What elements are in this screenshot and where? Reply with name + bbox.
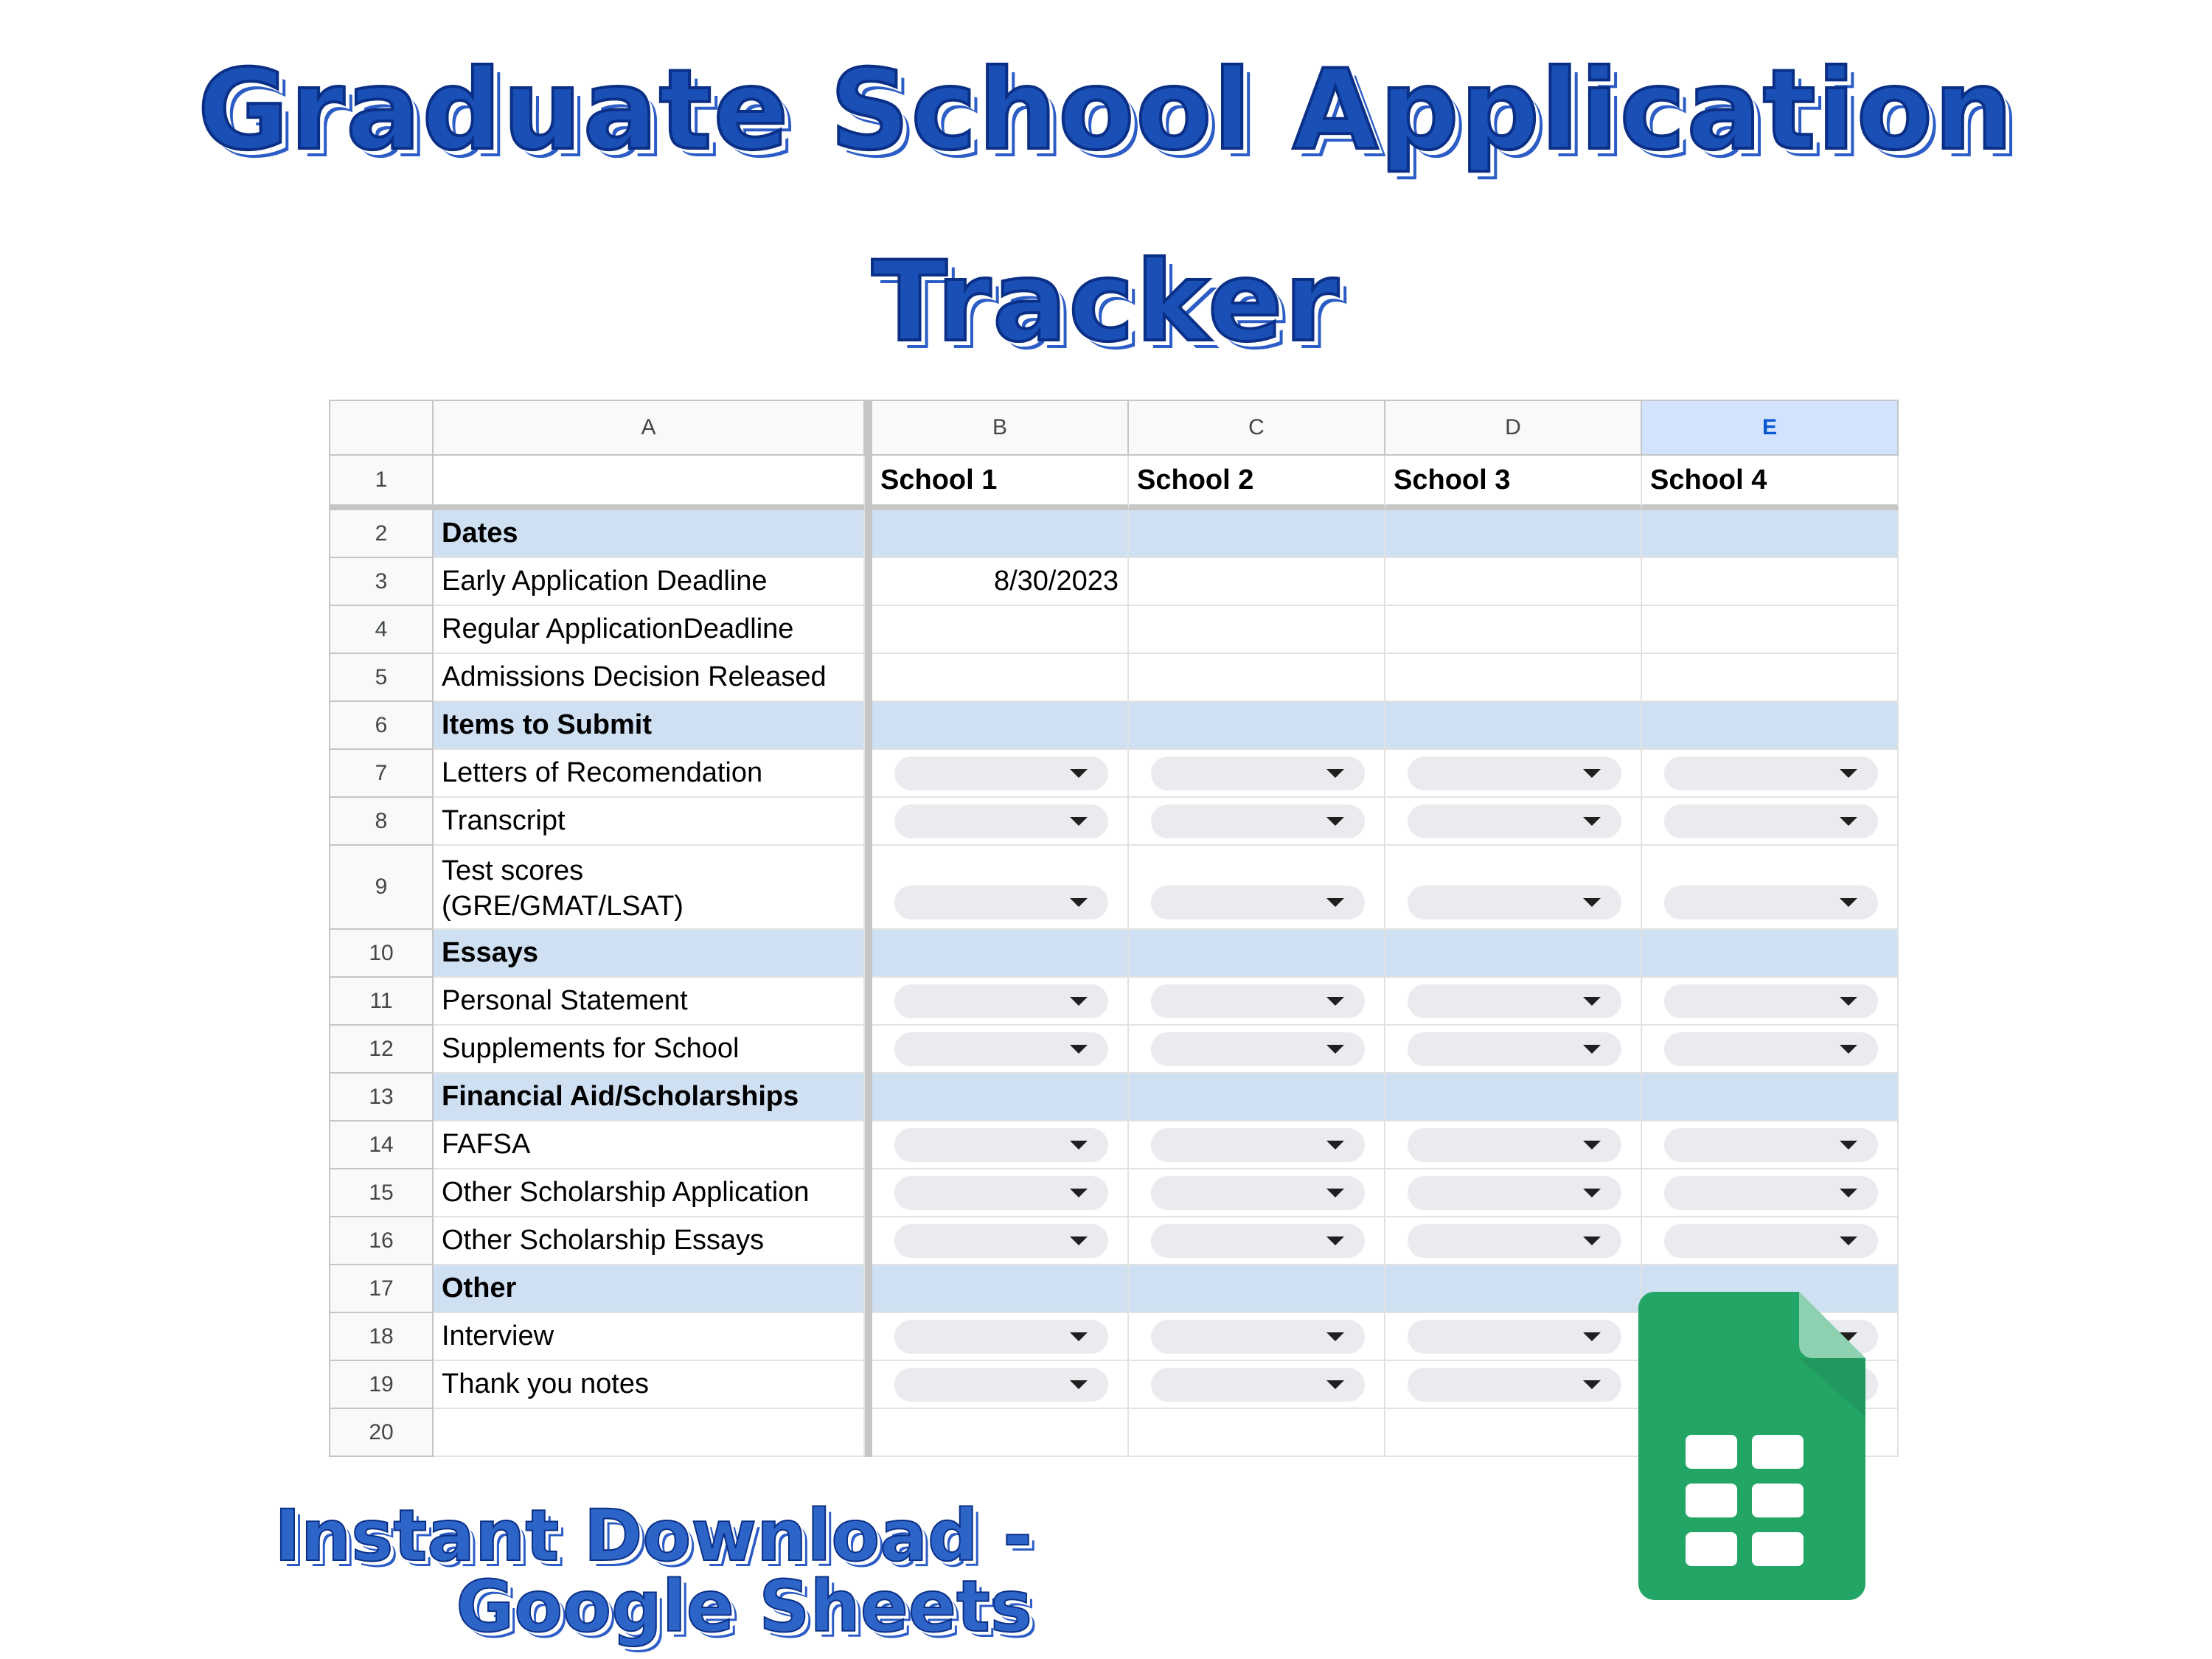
dropdown-cell[interactable] — [1129, 1217, 1385, 1265]
chevron-down-icon — [1326, 898, 1344, 907]
status-dropdown[interactable] — [1408, 804, 1621, 838]
value-cell[interactable] — [1385, 606, 1642, 654]
dropdown-cell[interactable] — [1129, 1026, 1385, 1074]
row-number[interactable]: 7 — [330, 750, 434, 798]
dropdown-cell[interactable] — [1385, 1121, 1642, 1169]
chevron-down-icon — [1326, 1045, 1344, 1054]
chevron-down-icon — [1583, 1237, 1601, 1245]
status-dropdown[interactable] — [1151, 1368, 1365, 1402]
value-cell[interactable] — [1642, 606, 1899, 654]
section-cell[interactable] — [1385, 1074, 1642, 1121]
section-cell[interactable] — [1385, 930, 1642, 978]
dropdown-cell[interactable] — [1642, 798, 1899, 846]
frozen-column-divider[interactable] — [865, 930, 872, 978]
row-number[interactable]: 12 — [330, 1026, 434, 1074]
status-dropdown[interactable] — [1151, 886, 1365, 919]
value-cell[interactable] — [1642, 558, 1899, 606]
chevron-down-icon — [1070, 817, 1088, 826]
frozen-column-divider[interactable] — [865, 1026, 872, 1074]
row-number[interactable]: 18 — [330, 1313, 434, 1361]
section-cell[interactable] — [1129, 930, 1385, 978]
row-number[interactable]: 17 — [330, 1265, 434, 1313]
row-number[interactable]: 20 — [330, 1409, 434, 1457]
frozen-column-divider[interactable] — [865, 401, 872, 456]
section-cell[interactable] — [1129, 1265, 1385, 1313]
status-dropdown[interactable] — [894, 1128, 1108, 1162]
chevron-down-icon — [1840, 898, 1857, 907]
chevron-down-icon — [1583, 1045, 1601, 1054]
status-dropdown[interactable] — [1151, 1032, 1365, 1066]
dropdown-cell[interactable] — [1385, 1169, 1642, 1217]
status-dropdown[interactable] — [1408, 1224, 1621, 1258]
row-label[interactable]: Personal Statement — [434, 978, 865, 1026]
chevron-down-icon — [1070, 1332, 1088, 1341]
section-cell[interactable] — [872, 510, 1129, 558]
row-label[interactable] — [434, 846, 865, 930]
frozen-column-divider[interactable] — [865, 1169, 872, 1217]
dropdown-cell[interactable] — [1129, 1361, 1385, 1409]
row-number[interactable]: 16 — [330, 1217, 434, 1265]
chevron-down-icon — [1326, 1380, 1344, 1389]
status-dropdown[interactable] — [894, 804, 1108, 838]
dropdown-cell[interactable] — [1385, 1217, 1642, 1265]
chevron-down-icon — [1840, 1141, 1857, 1150]
status-dropdown[interactable] — [894, 1224, 1108, 1258]
chevron-down-icon — [1070, 1189, 1088, 1197]
frozen-column-divider[interactable] — [865, 1217, 872, 1265]
section-heading[interactable]: Dates — [434, 510, 865, 558]
dropdown-cell[interactable] — [1129, 1313, 1385, 1361]
frozen-column-divider[interactable] — [865, 558, 872, 606]
chevron-down-icon — [1326, 1141, 1344, 1150]
status-dropdown[interactable] — [1408, 886, 1621, 919]
row-label[interactable]: FAFSA — [434, 1121, 865, 1169]
dropdown-cell[interactable] — [872, 1121, 1129, 1169]
column-header-d[interactable]: D — [1385, 401, 1642, 456]
row-number[interactable]: 4 — [330, 606, 434, 654]
chevron-down-icon — [1840, 817, 1857, 826]
status-dropdown[interactable] — [1408, 1032, 1621, 1066]
chevron-down-icon — [1840, 1045, 1857, 1054]
dropdown-cell[interactable] — [872, 978, 1129, 1026]
value-cell[interactable] — [1642, 654, 1899, 702]
dropdown-cell[interactable] — [1642, 750, 1899, 798]
dropdown-cell[interactable] — [1642, 1026, 1899, 1074]
chevron-down-icon — [1583, 817, 1601, 826]
column-header-e[interactable]: E — [1642, 401, 1899, 456]
chevron-down-icon — [1583, 997, 1601, 1006]
column-header-a[interactable]: A — [434, 401, 865, 456]
status-dropdown[interactable] — [1664, 1224, 1878, 1258]
status-dropdown[interactable] — [1151, 1320, 1365, 1354]
status-dropdown[interactable] — [894, 1032, 1108, 1066]
footer-caption: Instant Download - Google Sheets — [274, 1495, 1032, 1648]
column-header-c[interactable]: C — [1129, 401, 1385, 456]
row-number[interactable]: 15 — [330, 1169, 434, 1217]
row-label[interactable]: Early Application Deadline — [434, 558, 865, 606]
frozen-column-divider[interactable] — [865, 1313, 872, 1361]
status-dropdown[interactable] — [1664, 886, 1878, 919]
status-dropdown[interactable] — [894, 757, 1108, 790]
chevron-down-icon — [1583, 898, 1601, 907]
dropdown-cell[interactable] — [1385, 750, 1642, 798]
status-dropdown[interactable] — [1664, 804, 1878, 838]
row-label[interactable]: Regular ApplicationDeadline — [434, 606, 865, 654]
row-number[interactable]: 13 — [330, 1074, 434, 1121]
section-heading[interactable]: Essays — [434, 930, 865, 978]
value-cell[interactable] — [1385, 558, 1642, 606]
header-cell[interactable]: School 1 — [872, 456, 1129, 510]
section-cell[interactable] — [1129, 702, 1385, 750]
value-cell[interactable] — [872, 606, 1129, 654]
dropdown-cell[interactable] — [1642, 978, 1899, 1026]
section-heading[interactable]: Financial Aid/Scholarships — [434, 1074, 865, 1121]
section-heading[interactable]: Items to Submit — [434, 702, 865, 750]
dropdown-cell[interactable] — [1642, 1217, 1899, 1265]
dropdown-cell[interactable] — [872, 1217, 1129, 1265]
dropdown-cell[interactable] — [872, 1169, 1129, 1217]
dropdown-cell[interactable] — [1385, 846, 1642, 930]
row-label[interactable]: Letters of Recomendation — [434, 750, 865, 798]
status-dropdown[interactable] — [1151, 1176, 1365, 1210]
row-number[interactable]: 14 — [330, 1121, 434, 1169]
section-cell[interactable] — [1642, 510, 1899, 558]
status-dropdown[interactable] — [1664, 1128, 1878, 1162]
dropdown-cell[interactable] — [1385, 1361, 1642, 1409]
chevron-down-icon — [1326, 1237, 1344, 1245]
status-dropdown[interactable] — [894, 984, 1108, 1018]
value-cell[interactable] — [1385, 654, 1642, 702]
status-dropdown[interactable] — [1151, 1128, 1365, 1162]
frozen-column-divider[interactable] — [865, 1265, 872, 1313]
chevron-down-icon — [1583, 1141, 1601, 1150]
frozen-column-divider[interactable] — [865, 1409, 872, 1457]
row-label[interactable]: Other Scholarship Application — [434, 1169, 865, 1217]
dropdown-cell[interactable] — [872, 1361, 1129, 1409]
status-dropdown[interactable] — [1664, 757, 1878, 790]
dropdown-cell[interactable] — [872, 846, 1129, 930]
dropdown-cell[interactable] — [1642, 1121, 1899, 1169]
chevron-down-icon — [1840, 997, 1857, 1006]
frozen-column-divider[interactable] — [865, 1074, 872, 1121]
status-dropdown[interactable] — [1664, 1032, 1878, 1066]
dropdown-cell[interactable] — [1129, 798, 1385, 846]
row-label[interactable] — [434, 1409, 865, 1457]
row-number[interactable]: 8 — [330, 798, 434, 846]
chevron-down-icon — [1326, 817, 1344, 826]
dropdown-cell[interactable] — [872, 798, 1129, 846]
section-cell[interactable] — [1129, 1074, 1385, 1121]
section-heading[interactable]: Other — [434, 1265, 865, 1313]
row-number[interactable]: 9 — [330, 846, 434, 930]
row-number[interactable]: 10 — [330, 930, 434, 978]
value-cell[interactable] — [1129, 606, 1385, 654]
frozen-column-divider[interactable] — [865, 606, 872, 654]
dropdown-cell[interactable] — [1129, 846, 1385, 930]
empty-cell[interactable] — [1129, 1409, 1385, 1457]
section-cell[interactable] — [1642, 1074, 1899, 1121]
status-dropdown[interactable] — [1664, 984, 1878, 1018]
dropdown-cell[interactable] — [1129, 750, 1385, 798]
status-dropdown[interactable] — [1408, 1128, 1621, 1162]
select-all-corner[interactable] — [330, 401, 434, 456]
status-dropdown[interactable] — [1408, 1176, 1621, 1210]
row-label[interactable]: Supplements for School — [434, 1026, 865, 1074]
value-cell[interactable] — [1129, 558, 1385, 606]
status-dropdown[interactable] — [894, 1320, 1108, 1354]
row-label[interactable]: Transcript — [434, 798, 865, 846]
chevron-down-icon — [1326, 769, 1344, 778]
chevron-down-icon — [1840, 1237, 1857, 1245]
frozen-column-divider[interactable] — [865, 978, 872, 1026]
row-label[interactable]: Thank you notes — [434, 1361, 865, 1409]
chevron-down-icon — [1326, 997, 1344, 1006]
value-cell[interactable] — [872, 654, 1129, 702]
section-cell[interactable] — [1385, 510, 1642, 558]
row-number[interactable]: 19 — [330, 1361, 434, 1409]
dropdown-cell[interactable] — [1385, 978, 1642, 1026]
frozen-column-divider[interactable] — [865, 456, 872, 510]
status-dropdown[interactable] — [1408, 984, 1621, 1018]
title-line-1: Graduate School Application — [198, 46, 2014, 175]
frozen-column-divider[interactable] — [865, 798, 872, 846]
section-cell[interactable] — [1385, 1265, 1642, 1313]
section-cell[interactable] — [1129, 510, 1385, 558]
chevron-down-icon — [1583, 769, 1601, 778]
chevron-down-icon — [1583, 1380, 1601, 1389]
frozen-column-divider[interactable] — [865, 1121, 872, 1169]
header-cell[interactable]: School 3 — [1385, 456, 1642, 510]
dropdown-cell[interactable] — [1129, 978, 1385, 1026]
status-dropdown[interactable] — [1408, 1368, 1621, 1402]
row-label[interactable]: Admissions Decision Released — [434, 654, 865, 702]
chevron-down-icon — [1070, 997, 1088, 1006]
section-cell[interactable] — [872, 930, 1129, 978]
section-cell[interactable] — [872, 702, 1129, 750]
row-number[interactable]: 2 — [330, 510, 434, 558]
dropdown-cell[interactable] — [872, 750, 1129, 798]
frozen-column-divider[interactable] — [865, 1361, 872, 1409]
row-number[interactable]: 5 — [330, 654, 434, 702]
status-dropdown[interactable] — [894, 886, 1108, 919]
chevron-down-icon — [1583, 1189, 1601, 1197]
dropdown-cell[interactable] — [1642, 1169, 1899, 1217]
header-cell[interactable]: School 2 — [1129, 456, 1385, 510]
status-dropdown[interactable] — [1151, 984, 1365, 1018]
chevron-down-icon — [1840, 769, 1857, 778]
dropdown-cell[interactable] — [1385, 1026, 1642, 1074]
status-dropdown[interactable] — [1408, 1320, 1621, 1354]
row-number[interactable]: 11 — [330, 978, 434, 1026]
section-cell[interactable] — [1642, 702, 1899, 750]
value-cell[interactable] — [1129, 654, 1385, 702]
dropdown-cell[interactable] — [872, 1313, 1129, 1361]
title-line-2: Tracker — [872, 238, 1340, 366]
value-cell[interactable]: 8/30/2023 — [872, 558, 1129, 606]
chevron-down-icon — [1070, 1380, 1088, 1389]
chevron-down-icon — [1583, 1332, 1601, 1341]
row-number[interactable]: 1 — [330, 456, 434, 510]
status-dropdown[interactable] — [894, 1368, 1108, 1402]
chevron-down-icon — [1070, 1045, 1088, 1054]
row-label[interactable]: Other Scholarship Essays — [434, 1217, 865, 1265]
frozen-column-divider[interactable] — [865, 846, 872, 930]
status-dropdown[interactable] — [1408, 757, 1621, 790]
dropdown-cell[interactable] — [1642, 846, 1899, 930]
chevron-down-icon — [1070, 769, 1088, 778]
frozen-column-divider[interactable] — [865, 750, 872, 798]
frozen-column-divider[interactable] — [865, 510, 872, 558]
chevron-down-icon — [1326, 1332, 1344, 1341]
section-cell[interactable] — [872, 1074, 1129, 1121]
chevron-down-icon — [1326, 1189, 1344, 1197]
chevron-down-icon — [1070, 898, 1088, 907]
chevron-down-icon — [1840, 1189, 1857, 1197]
header-cell[interactable] — [434, 456, 865, 510]
row-label-line: (GRE/GMAT/LSAT) — [442, 891, 684, 922]
dropdown-cell[interactable] — [872, 1026, 1129, 1074]
status-dropdown[interactable] — [1151, 804, 1365, 838]
section-cell[interactable] — [872, 1265, 1129, 1313]
google-sheets-icon — [1638, 1292, 1865, 1600]
dropdown-cell[interactable] — [1385, 1313, 1642, 1361]
column-header-b[interactable]: B — [872, 401, 1129, 456]
frozen-column-divider[interactable] — [865, 702, 872, 750]
dropdown-cell[interactable] — [1385, 798, 1642, 846]
row-label-line: Test scores — [442, 855, 584, 886]
dropdown-cell[interactable] — [1129, 1121, 1385, 1169]
status-dropdown[interactable] — [1151, 757, 1365, 790]
section-cell[interactable] — [1642, 930, 1899, 978]
status-dropdown[interactable] — [894, 1176, 1108, 1210]
chevron-down-icon — [1070, 1237, 1088, 1245]
row-number[interactable]: 6 — [330, 702, 434, 750]
empty-cell[interactable] — [1385, 1409, 1642, 1457]
dropdown-cell[interactable] — [1129, 1169, 1385, 1217]
header-cell[interactable]: School 4 — [1642, 456, 1899, 510]
section-cell[interactable] — [1385, 702, 1642, 750]
status-dropdown[interactable] — [1151, 1224, 1365, 1258]
status-dropdown[interactable] — [1664, 1176, 1878, 1210]
frozen-column-divider[interactable] — [865, 654, 872, 702]
row-number[interactable]: 3 — [330, 558, 434, 606]
chevron-down-icon — [1070, 1141, 1088, 1150]
empty-cell[interactable] — [872, 1409, 1129, 1457]
row-label[interactable]: Interview — [434, 1313, 865, 1361]
